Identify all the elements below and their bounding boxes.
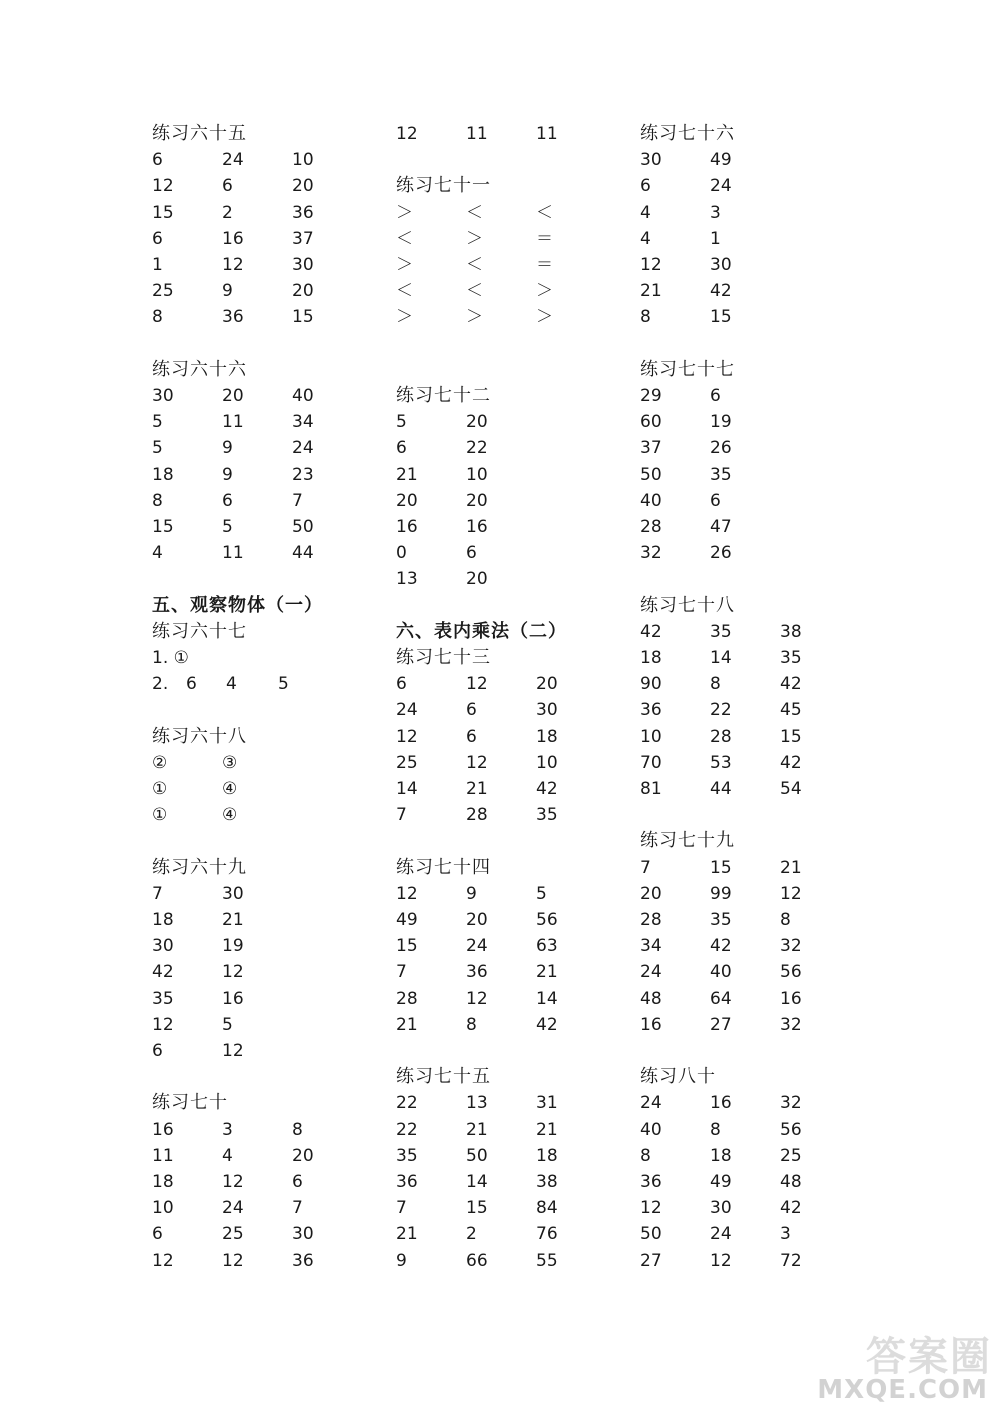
answer-cell: 30 <box>536 700 558 721</box>
answer-cell: 20 <box>396 490 418 511</box>
answer-cell: 76 <box>536 1224 558 1245</box>
answer-cell: 12 <box>466 988 488 1009</box>
exercise-title: 练习七十九 <box>640 830 735 852</box>
answer-cell: 6 <box>152 150 163 171</box>
answer-cell: 29 <box>640 386 662 406</box>
answer-cell: 2 <box>222 202 233 223</box>
answer-cell: 26 <box>710 543 732 564</box>
answer-cell: 16 <box>710 1093 732 1114</box>
answer-cell: 50 <box>292 517 314 537</box>
answer-cell: 13 <box>466 1093 488 1114</box>
answer-cell: 12 <box>466 752 488 773</box>
answer-cell: 84 <box>536 1198 558 1219</box>
answer-cell: 35 <box>536 805 558 826</box>
answer-cell: 8 <box>640 307 651 328</box>
answer-cell: 36 <box>640 700 662 721</box>
answer-cell: 8 <box>152 307 163 328</box>
answer-cell: 6 <box>396 438 407 459</box>
answer-cell: 11 <box>536 124 558 144</box>
answer-cell: 7 <box>396 805 407 826</box>
answer-cell: 20 <box>466 490 488 511</box>
answer-cell: 63 <box>536 936 558 957</box>
answer-cell: 1 <box>710 228 721 249</box>
answer-cell: ④ <box>222 805 238 826</box>
answer-cell: 15 <box>466 1198 488 1219</box>
answer-cell: 7 <box>396 1198 407 1219</box>
answer-cell: 24 <box>710 176 732 197</box>
exercise-title: 练习七十四 <box>396 856 491 878</box>
section-heading: 六、表内乘法（二） <box>396 620 567 642</box>
answer-cell: ＞ <box>396 307 413 328</box>
answer-cell: 28 <box>396 988 418 1009</box>
answer-cell: 12 <box>222 1250 244 1271</box>
answer-cell: 35 <box>710 910 732 930</box>
answer-cell: 38 <box>536 1172 558 1192</box>
answer-cell: 36 <box>292 202 314 223</box>
answer-cell: 21 <box>780 857 802 878</box>
exercise-title: 练习七十六 <box>640 123 735 144</box>
answer-cell: 55 <box>536 1250 558 1271</box>
answer-cell: 42 <box>640 621 662 642</box>
answer-cell: ＝ <box>536 228 553 249</box>
answer-cell: 8 <box>152 490 163 511</box>
answer-cell: 30 <box>222 883 244 904</box>
answer-cell: 16 <box>396 517 418 537</box>
answer-cell: 49 <box>396 910 418 930</box>
answer-cell: 40 <box>710 962 732 983</box>
answer-cell: 25 <box>396 752 418 773</box>
answer-cell: 19 <box>710 412 732 433</box>
exercise-title: 练习七十三 <box>396 647 491 668</box>
exercise-title: 练习六十九 <box>152 856 247 878</box>
answer-cell: ③ <box>222 752 238 773</box>
answer-cell: ＞ <box>466 307 483 328</box>
answer-cell: 21 <box>396 464 418 485</box>
answer-cell: 15 <box>710 307 732 328</box>
answer-cell: 66 <box>466 1250 488 1271</box>
answer-cell: 5 <box>222 517 233 537</box>
answer-cell: 26 <box>710 438 732 459</box>
answer-cell: 49 <box>710 150 732 171</box>
answer-cell: 47 <box>710 517 732 537</box>
answer-cell: 9 <box>222 464 233 485</box>
answer-cell: 15 <box>292 307 314 328</box>
answer-cell: ＜ <box>536 202 553 223</box>
answer-cell: 6 <box>396 674 407 695</box>
answer-cell: 23 <box>292 464 314 485</box>
answer-cell: 50 <box>466 1145 488 1166</box>
answer-cell: 35 <box>396 1145 418 1166</box>
answer-cell: 12 <box>710 1250 732 1271</box>
answer-cell: ① <box>152 805 168 826</box>
answer-cell: 9 <box>222 281 233 302</box>
answer-cell: 54 <box>780 779 802 799</box>
answer-cell: 35 <box>780 648 802 668</box>
answer-cell: 12 <box>780 883 802 904</box>
answer-cell: 20 <box>292 176 314 197</box>
answer-cell: 36 <box>640 1172 662 1192</box>
answer-cell: 8 <box>466 1014 477 1035</box>
answer-cell: 50 <box>640 1224 662 1245</box>
answer-cell: 7 <box>292 1198 303 1219</box>
answer-cell: 8 <box>710 1119 721 1140</box>
answer-cell: 16 <box>780 988 802 1009</box>
answer-cell: ＞ <box>536 281 553 302</box>
answer-cell: 24 <box>710 1224 732 1245</box>
answer-cell: 20 <box>640 883 662 904</box>
answer-cell: 30 <box>152 386 174 406</box>
answer-cell: 21 <box>466 1119 488 1140</box>
answer-cell: 10 <box>292 150 314 171</box>
answer-cell: 27 <box>640 1250 662 1271</box>
answer-cell: 16 <box>640 1014 662 1035</box>
exercise-title: 练习七十七 <box>640 358 735 380</box>
answer-cell: 22 <box>710 700 732 721</box>
answer-cell: 32 <box>640 543 662 564</box>
answer-cell: 16 <box>466 517 488 537</box>
answer-cell: 13 <box>396 569 418 590</box>
answer-cell: 30 <box>710 255 732 275</box>
answer-cell: 44 <box>292 543 314 564</box>
answer-cell: 56 <box>780 962 802 983</box>
answer-cell: 6 <box>152 1224 163 1245</box>
answer-cell: 4 <box>640 228 651 249</box>
answer-cell: 12 <box>396 124 418 144</box>
answer-cell: 4 <box>640 202 651 223</box>
answer-cell: 11 <box>466 124 488 144</box>
exercise-title: 练习七十八 <box>640 594 735 616</box>
answer-cell: 18 <box>640 648 662 668</box>
answer-cell: 6 <box>152 1041 163 1061</box>
answer-cell: 24 <box>396 700 418 721</box>
answer-cell: 42 <box>710 281 732 302</box>
answer-cell: 90 <box>640 674 662 695</box>
answer-cell: 32 <box>780 936 802 957</box>
answer-cell: 20 <box>466 910 488 930</box>
answer-cell: 24 <box>466 936 488 957</box>
answer-cell: 36 <box>466 962 488 983</box>
answer-cell: 6 <box>710 386 721 406</box>
answer-cell: 14 <box>396 779 418 799</box>
answer-cell: 28 <box>710 726 732 747</box>
answer-cell: 15 <box>396 936 418 957</box>
exercise-title: 练习七十一 <box>396 175 491 197</box>
answer-cell: ＜ <box>466 202 483 223</box>
answer-cell: 20 <box>466 412 488 433</box>
answer-cell: 6 <box>222 490 233 511</box>
answer-cell: 11 <box>152 1145 174 1166</box>
watermark-site: MXQE.COM <box>817 1375 988 1405</box>
answer-cell: 18 <box>152 910 174 930</box>
answer-cell: 35 <box>710 621 732 642</box>
answer-cell: ＜ <box>396 228 413 249</box>
answer-cell: 6 <box>640 176 651 197</box>
answer-cell: 36 <box>292 1250 314 1271</box>
answer-cell: 24 <box>640 1093 662 1114</box>
answer-cell: 42 <box>710 936 732 957</box>
answer-cell: 28 <box>640 910 662 930</box>
answer-cell: 24 <box>640 962 662 983</box>
section-heading: 五、观察物体（一） <box>152 594 323 616</box>
answer-cell: 49 <box>710 1172 732 1192</box>
answer-cell: 37 <box>292 228 314 249</box>
answer-cell: 12 <box>466 674 488 695</box>
answer-cell: 12 <box>222 255 244 275</box>
answer-cell: 19 <box>222 936 244 957</box>
answer-cell: 12 <box>396 726 418 747</box>
answer-cell: 16 <box>222 988 244 1009</box>
answer-cell: 42 <box>780 752 802 773</box>
answer-cell: 15 <box>780 726 802 747</box>
answer-cell: 60 <box>640 412 662 433</box>
answer-cell: 1 <box>152 255 163 275</box>
answer-cell: 12 <box>640 1198 662 1219</box>
answer-cell: 45 <box>780 700 802 721</box>
answer-cell: 34 <box>292 412 314 433</box>
answer-cell: 14 <box>710 648 732 668</box>
answer-cell: 81 <box>640 779 662 799</box>
answer-cell: 42 <box>780 674 802 695</box>
answer-cell: 99 <box>710 883 732 904</box>
answer-cell: 48 <box>640 988 662 1009</box>
exercise-title: 练习七十二 <box>396 385 491 406</box>
answer-cell: 22 <box>396 1119 418 1140</box>
answer-cell: 10 <box>466 464 488 485</box>
answer-cell: 4 <box>152 543 163 564</box>
answer-cell: 40 <box>292 386 314 406</box>
answer-cell: 10 <box>152 1198 174 1219</box>
watermark-logo: 答案圈 <box>866 1334 992 1380</box>
answer-cell: 6 <box>186 674 197 695</box>
answer-cell: 56 <box>536 910 558 930</box>
answer-cell: 18 <box>536 726 558 747</box>
answer-cell: 5 <box>152 412 163 433</box>
answer-cell: 20 <box>222 386 244 406</box>
answer-cell: 15 <box>152 517 174 537</box>
answer-cell: 21 <box>222 910 244 930</box>
answer-cell: ＞ <box>396 202 413 223</box>
answer-cell: 6 <box>222 176 233 197</box>
answer-cell: 35 <box>152 988 174 1009</box>
answer-cell: 5 <box>222 1014 233 1035</box>
answer-cell: 48 <box>780 1172 802 1192</box>
answer-cell: 28 <box>640 517 662 537</box>
answer-cell: 7 <box>396 962 407 983</box>
answer-cell: 70 <box>640 752 662 773</box>
answer-cell: ④ <box>222 779 238 799</box>
answer-cell: 36 <box>222 307 244 328</box>
answer-cell: 24 <box>222 1198 244 1219</box>
answer-cell: 9 <box>222 438 233 459</box>
answer-cell: 18 <box>536 1145 558 1166</box>
answer-cell: 25 <box>152 281 174 302</box>
answer-cell: 20 <box>536 674 558 695</box>
answer-cell: 5 <box>278 674 289 695</box>
answer-cell: 6 <box>152 228 163 249</box>
answer-cell: 21 <box>396 1014 418 1035</box>
answer-cell: 9 <box>466 883 477 904</box>
answer-cell: ＜ <box>396 281 413 302</box>
answer-cell: 14 <box>536 988 558 1009</box>
answer-cell: 28 <box>466 805 488 826</box>
answer-cell: 7 <box>292 490 303 511</box>
answer-cell: 20 <box>466 569 488 590</box>
answer-cell: 6 <box>292 1172 303 1192</box>
answer-cell: 38 <box>780 621 802 642</box>
answer-cell: 15 <box>152 202 174 223</box>
answer-cell: 11 <box>222 412 244 433</box>
answer-cell: 6 <box>710 490 721 511</box>
answer-cell: 8 <box>640 1145 651 1166</box>
answer-cell: 31 <box>536 1093 558 1114</box>
answer-cell: 4 <box>222 1145 233 1166</box>
answer-cell: 12 <box>152 1014 174 1035</box>
answer-cell: 32 <box>780 1014 802 1035</box>
answer-cell: 20 <box>292 281 314 302</box>
answer-cell: 5 <box>152 438 163 459</box>
answer-cell: 42 <box>536 779 558 799</box>
answer-cell: 16 <box>152 1119 174 1140</box>
answer-cell: ＝ <box>536 255 553 275</box>
answer-cell: 9 <box>396 1250 407 1271</box>
answer-cell: 16 <box>222 228 244 249</box>
answer-cell: 30 <box>152 936 174 957</box>
answer-cell: 14 <box>466 1172 488 1192</box>
answer-cell: 12 <box>152 176 174 197</box>
answer-cell: 25 <box>222 1224 244 1245</box>
answer-cell: 40 <box>640 1119 662 1140</box>
exercise-title: 练习六十八 <box>152 725 247 747</box>
answer-cell: 42 <box>152 962 174 983</box>
answer-cell: 30 <box>640 150 662 171</box>
answer-cell: 34 <box>640 936 662 957</box>
answer-cell: 21 <box>396 1224 418 1245</box>
answer-cell: 56 <box>780 1119 802 1140</box>
answer-cell: 53 <box>710 752 732 773</box>
answer-cell: 18 <box>152 464 174 485</box>
answer-cell: 30 <box>710 1198 732 1219</box>
exercise-title: 练习六十六 <box>152 358 247 380</box>
answer-cell: 2. <box>152 674 169 695</box>
watermark <box>812 1325 992 1410</box>
answer-cell: 15 <box>710 857 732 878</box>
answer-cell: 8 <box>710 674 721 695</box>
answer-cell: 44 <box>710 779 732 799</box>
answer-cell: 8 <box>780 910 791 930</box>
answer-cell: 25 <box>780 1145 802 1166</box>
answer-cell: 3 <box>222 1119 233 1140</box>
answer-cell: 5 <box>396 412 407 433</box>
answer-cell: 64 <box>710 988 732 1009</box>
answer-cell: 10 <box>640 726 662 747</box>
answer-cell: 32 <box>780 1093 802 1114</box>
answer-cell: 22 <box>466 438 488 459</box>
answer-cell: 24 <box>292 438 314 459</box>
answer-cell: 12 <box>222 1172 244 1192</box>
answer-cell: 1. ① <box>152 648 189 668</box>
answer-cell: 11 <box>222 543 244 564</box>
answer-cell: ＞ <box>466 228 483 249</box>
answer-cell: ② <box>152 752 168 773</box>
answer-cell: 20 <box>292 1145 314 1166</box>
answer-cell: 40 <box>640 490 662 511</box>
answer-cell: 7 <box>640 857 651 878</box>
answer-cell: 3 <box>710 202 721 223</box>
answer-cell: 4 <box>226 674 237 695</box>
answer-cell: 18 <box>152 1172 174 1192</box>
answer-cell: ＞ <box>536 307 553 328</box>
answer-cell: 21 <box>536 962 558 983</box>
answer-cell: ＞ <box>396 255 413 275</box>
answer-cell: 36 <box>396 1172 418 1192</box>
exercise-title: 练习六十七 <box>152 620 247 642</box>
answer-cell: 8 <box>292 1119 303 1140</box>
answer-cell: 3 <box>780 1224 791 1245</box>
answer-cell: 0 <box>396 543 407 564</box>
answer-cell: 35 <box>710 464 732 485</box>
answer-cell: 10 <box>536 752 558 773</box>
answer-cell: 2 <box>466 1224 477 1245</box>
answer-cell: 12 <box>152 1250 174 1271</box>
answer-cell: 7 <box>152 883 163 904</box>
answer-cell: 21 <box>640 281 662 302</box>
exercise-title: 练习七十 <box>152 1092 228 1114</box>
answer-cell: 42 <box>536 1014 558 1035</box>
answer-cell: 6 <box>466 543 477 564</box>
answer-cell: 42 <box>780 1198 802 1219</box>
answer-cell: 22 <box>396 1093 418 1114</box>
answer-cell: 5 <box>536 883 547 904</box>
answer-cell: 6 <box>466 700 477 721</box>
answer-cell: 21 <box>536 1119 558 1140</box>
answer-cell: 30 <box>292 1224 314 1245</box>
answer-cell: 12 <box>222 962 244 983</box>
answer-cell: 12 <box>222 1041 244 1061</box>
answer-cell: 12 <box>396 883 418 904</box>
answer-cell: ＜ <box>466 255 483 275</box>
answer-cell: ① <box>152 779 168 799</box>
answer-cell: ＜ <box>466 281 483 302</box>
answer-cell: 37 <box>640 438 662 459</box>
answer-cell: 72 <box>780 1250 802 1271</box>
exercise-title: 练习七十五 <box>396 1066 491 1088</box>
answer-cell: 24 <box>222 150 244 171</box>
answer-cell: 30 <box>292 255 314 275</box>
answer-cell: 50 <box>640 464 662 485</box>
answer-cell: 12 <box>640 255 662 275</box>
answer-cell: 21 <box>466 779 488 799</box>
answer-cell: 6 <box>466 726 477 747</box>
exercise-title: 练习六十五 <box>152 123 247 144</box>
exercise-title: 练习八十 <box>640 1066 716 1088</box>
answer-cell: 27 <box>710 1014 732 1035</box>
answer-cell: 18 <box>710 1145 732 1166</box>
